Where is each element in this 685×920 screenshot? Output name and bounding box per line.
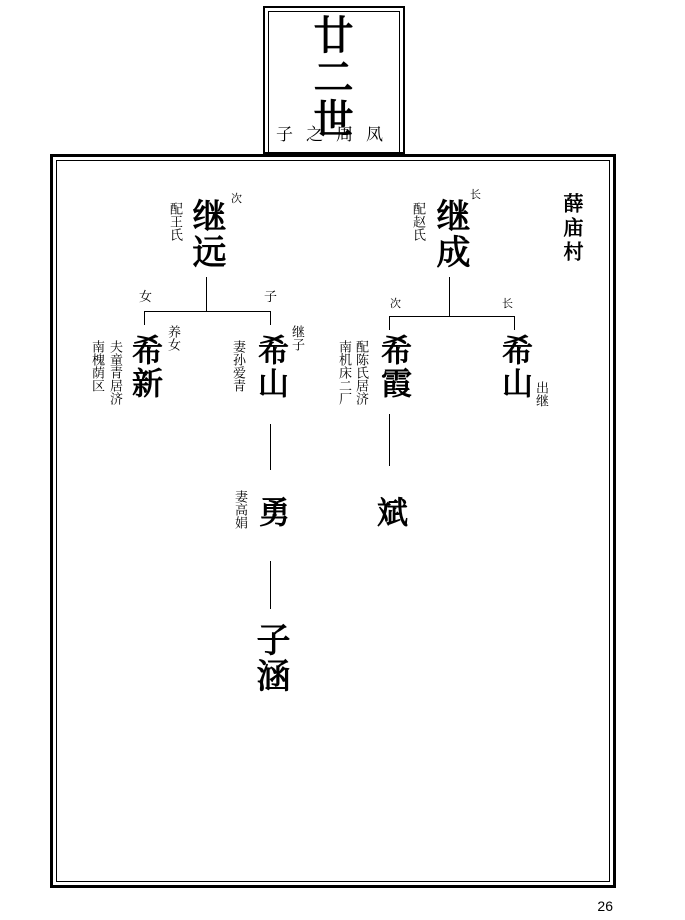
page-number: 26	[597, 898, 613, 914]
right-branch-bar-line	[389, 316, 515, 317]
left-son-line	[270, 424, 271, 470]
left-grandson-name: 勇	[253, 496, 289, 529]
genealogy-frame-inner-border	[56, 160, 610, 882]
left-daughter-note: 养女	[165, 325, 180, 351]
left-branch-label-son: 子	[264, 290, 278, 305]
generation-title: 廿二世	[307, 14, 354, 140]
left-branch-bar-line	[144, 311, 271, 312]
left-daughter-residence-1: 夫童青居济	[107, 340, 122, 405]
right-grandson-name: 斌	[371, 496, 407, 529]
left-daughter-residence-2: 南槐荫区	[89, 340, 104, 392]
left-grandson-line	[270, 561, 271, 609]
right-branch-label-second: 次	[390, 297, 401, 310]
left-branch-drop-daughter	[144, 311, 145, 325]
right-branch-label-eldest: 长	[502, 297, 513, 310]
genealogy-frame	[50, 154, 616, 888]
right-second-son-name: 希霞	[375, 334, 411, 400]
left-son-note: 继子	[289, 325, 304, 351]
left-daughter-name: 希新	[126, 334, 162, 400]
left-son-name: 希山	[252, 334, 288, 400]
right-branch-drop-second	[389, 316, 390, 330]
left-branch-label-daughter: 女	[139, 290, 153, 305]
right-eldest-son-name: 希山	[496, 334, 532, 400]
left-branch-spouse: 配王氏	[167, 202, 182, 241]
left-branch-name: 继远	[186, 198, 226, 270]
right-branch-name: 继成	[430, 198, 470, 270]
right-second-son-residence-2: 南机床二厂	[336, 340, 351, 405]
right-second-son-line	[389, 414, 390, 466]
left-branch-rank: 次	[231, 192, 242, 205]
left-branch-drop-son	[270, 311, 271, 325]
left-son-spouse: 妻孙爱青	[230, 340, 245, 392]
right-branch-drop-eldest	[514, 316, 515, 330]
right-eldest-son-note: 出继	[533, 381, 548, 407]
right-branch-stem-line	[449, 277, 450, 316]
right-second-son-residence-1: 配陈氏居济	[353, 340, 368, 405]
left-great-grandson-name: 子涵	[250, 622, 290, 694]
right-branch-spouse: 配赵氏	[410, 202, 425, 241]
left-grandson-spouse: 妻高娟	[232, 490, 247, 529]
left-branch-stem-line	[206, 277, 207, 311]
generation-subtitle: 子之周凤	[276, 125, 396, 145]
right-branch-rank: 长	[470, 188, 481, 201]
village-name: 薛庙村	[560, 193, 584, 265]
